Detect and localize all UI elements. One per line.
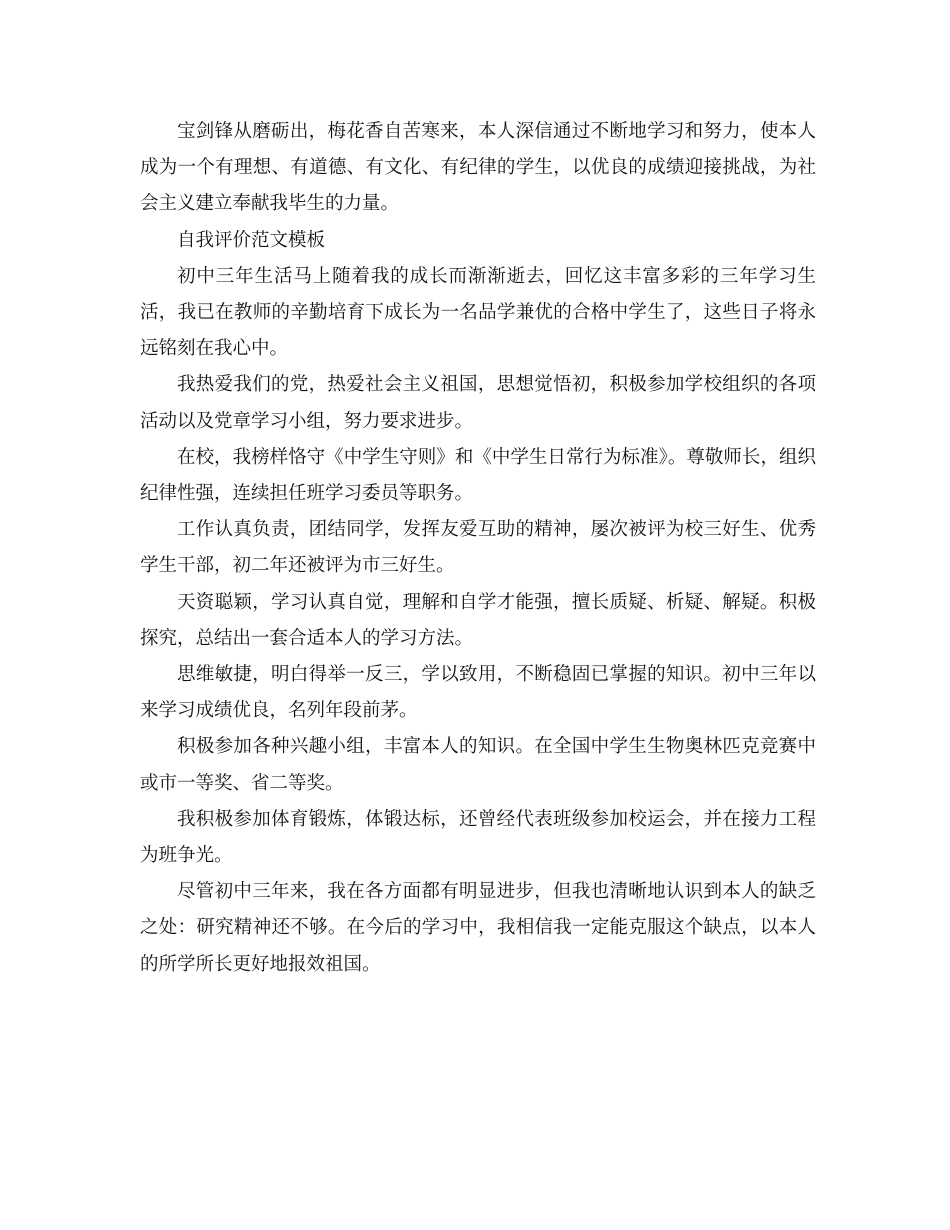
- paragraph-4: 我热爱我们的党，热爱社会主义祖国，思想觉悟初，积极参加学校组织的各项活动以及党章学习小组，努力要求进步。: [140, 374, 816, 432]
- paragraph-8: 思维敏捷，明白得举一反三，学以致用，不断稳固已掌握的知识。初中三年以来学习成绩优良，名列年段前茅。: [140, 664, 816, 722]
- paragraph-10: 我积极参加体育锻炼，体锻达标，还曾经代表班级参加校运会，并在接力工程为班争光。: [140, 808, 816, 867]
- paragraph-9: 积极参加各种兴趣小组，丰富本人的知识。在全国中学生生物奥林匹克竞赛中或市一等奖、省二等奖。: [140, 736, 816, 794]
- paragraph-11: 尽管初中三年来，我在各方面都有明显进步，但我也清晰地认识到本人的缺乏之处：研究精神还不够。在今后的学习中，我相信我一定能克服这个缺点，以本人的所学所长更好地报效祖国。: [140, 881, 816, 975]
- section-heading: 自我评价范文模板: [177, 229, 326, 251]
- document-body: [140, 114, 816, 983]
- paragraph-6: 工作认真负责，团结同学，发挥友爱互助的精神，屡次被评为校三好生、优秀学生干部，初二年还被评为市三好生。: [140, 519, 816, 577]
- paragraph-5: 在校，我榜样恪守《中学生守则》和《中学生日常行为标准》。尊敬师长，组织纪律性强，连续担任班学习委员等职务。: [140, 446, 816, 505]
- paragraph-3: 初中三年生活马上随着我的成长而渐渐逝去，回忆这丰富多彩的三年学习生活，我已在教师的辛勤培育下成长为一名品学兼优的合格中学生了，这些日子将永远铭刻在我心中。: [140, 265, 816, 360]
- paragraph-1: 宝剑锋从磨砺出，梅花香自苦寒来，本人深信通过不断地学习和努力，使本人成为一个有理想、有道德、有文化、有纪律的学生，以优良的成绩迎接挑战，为社会主义建立奉献我毕生的力量。: [140, 121, 816, 215]
- paragraph-7: 天资聪颖，学习认真自觉，理解和自学才能强，擅长质疑、析疑、解疑。积极探究，总结出一套合适本人的学习方法。: [140, 591, 816, 649]
